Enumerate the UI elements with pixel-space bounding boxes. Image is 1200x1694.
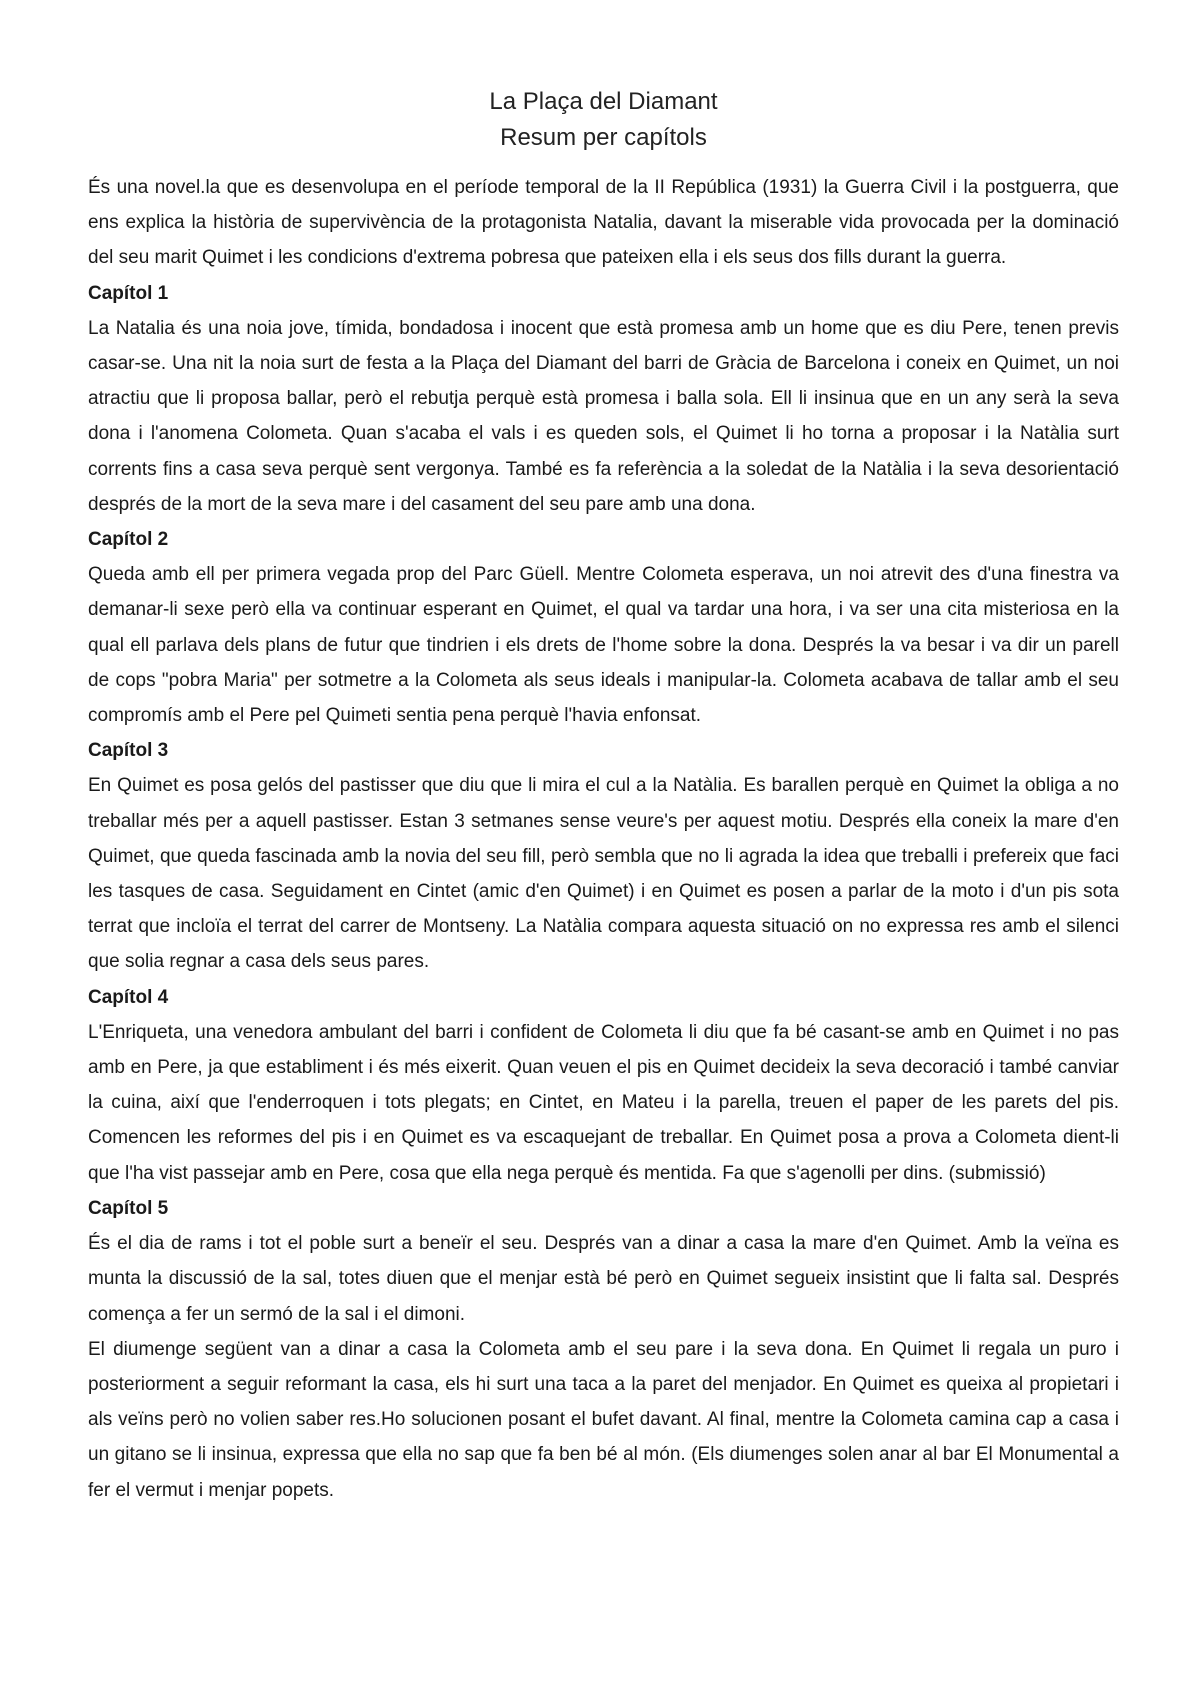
chapter-paragraph: Queda amb ell per primera vegada prop del Parc Güell. Mentre Colometa esperava, un noi atrevit des d'una finestra va demanar-li sexe però ella va continuar esperant en Quimet, el qual va tardar una hora, i va ser una cita misteriosa en la qual ell parlava dels plans de futur que tindrien i els drets de l'home sobre la dona. Després la va besar i va dir un parell de cops "pobra Maria" per sotmetre a la Colometa als seus ideals i manipular-la. Colometa acabava de tallar amb el seu compromís amb el Pere pel Quimeti sentia pena perquè l'havia enfonsat. — [88, 564, 1119, 727]
chapter-paragraph: En Quimet es posa gelós del pastisser que diu que li mira el cul a la Natàlia. Es barallen perquè en Quimet la obliga a no treballar més per a aquell pastisser. Estan 3 setmanes sense veure's per aquest motiu. Després ella coneix la mare d'en Quimet, que queda fascinada amb la novia del seu fill, però sembla que no li agrada la idea que treballi i prefereix que faci les tasques de casa. Seguidament en Cintet (amic d'en Quimet) i en Quimet es posen a parlar de la moto i d'un pis sota terrat que incloïa el terrat del carrer de Montseny. La Natàlia compara aquesta situació on no expressa res amb el silenci que solia regnar a casa dels seus pares. — [88, 775, 1119, 973]
chapter-heading: Capítol 3 — [88, 740, 169, 762]
chapter-heading: Capítol 2 — [88, 529, 169, 551]
chapter-heading: Capítol 5 — [88, 1197, 169, 1219]
chapter-4 — [88, 980, 1119, 1191]
chapter-3 — [88, 733, 1119, 979]
document-page — [88, 84, 1119, 1508]
chapter-heading: Capítol 4 — [88, 986, 169, 1008]
chapter-1 — [88, 276, 1119, 522]
title-block — [88, 84, 1119, 156]
chapter-paragraph: El diumenge següent van a dinar a casa la Colometa amb el seu pare i la seva dona. En Quimet li regala un puro i posteriorment a seguir reformant la casa, els hi surt una taca a la paret del menjador. En Quimet es queixa al propietari i als veïns però no volien saber res.Ho solucionen posant el bufet davant. Al final, mentre la Colometa camina cap a casa i un gitano se li insinua, expressa que ella no sap que fa ben bé al món. (Els diumenges solen anar al bar El Monumental a fer el vermut i menjar popets. — [88, 1338, 1119, 1501]
chapter-paragraph: És el dia de rams i tot el poble surt a beneïr el seu. Després van a dinar a casa la mare d'en Quimet. Amb la veïna es munta la discussió de la sal, totes diuen que el menjar està bé però en Quimet segueix insistint que li falta sal. Després comença a fer un sermó de la sal i el dimoni. — [88, 1233, 1119, 1325]
chapter-heading: Capítol 1 — [88, 282, 169, 304]
document-subtitle: Resum per capítols — [500, 124, 707, 151]
document-title: La Plaça del Diamant — [489, 88, 718, 115]
intro-paragraph: És una novel.la que es desenvolupa en el període temporal de la II República (1931) la Guerra Civil i la postguerra, que ens explica la història de supervivència de la protagonista Natalia, davant la miserable vida provocada per la dominació del seu marit Quimet i les condicions d'extrema pobresa que pateixen ella i els seus dos fills durant la guerra. — [88, 177, 1119, 269]
chapter-2 — [88, 522, 1119, 733]
chapter-5 — [88, 1191, 1119, 1508]
chapter-paragraph: La Natalia és una noia jove, tímida, bondadosa i inocent que està promesa amb un home que es diu Pere, tenen previs casar-se. Una nit la noia surt de festa a la Plaça del Diamant del barri de Gràcia de Barcelona i coneix en Quimet, un noi atractiu que li proposa ballar, però el rebutja perquè està promesa i balla sola. Ell li insinua que en un any serà la seva dona i l'anomena Colometa. Quan s'acaba el vals i es queden sols, el Quimet li ho torna a proposar i la Natàlia surt corrents fins a casa seva perquè sent vergonya. També es fa referència a la soledat de la Natàlia i la seva desorientació després de la mort de la seva mare i del casament del seu pare amb una dona. — [88, 317, 1119, 515]
chapter-paragraph: L'Enriqueta, una venedora ambulant del barri i confident de Colometa li diu que fa bé casant-se amb en Quimet i no pas amb en Pere, ja que establiment i és més eixerit. Quan veuen el pis en Quimet decideix la seva decoració i també canviar la cuina, així que l'enderroquen i tots plegats; en Cintet, en Mateu i la parella, treuen el paper de les parets del pis. Comencen les reformes del pis i en Quimet es va escaquejant de treballar. En Quimet posa a prova a Colometa dient-li que l'ha vist passejar amb en Pere, cosa que ella nega perquè és mentida. Fa que s'agenolli per dins. (submissió) — [88, 1021, 1119, 1184]
